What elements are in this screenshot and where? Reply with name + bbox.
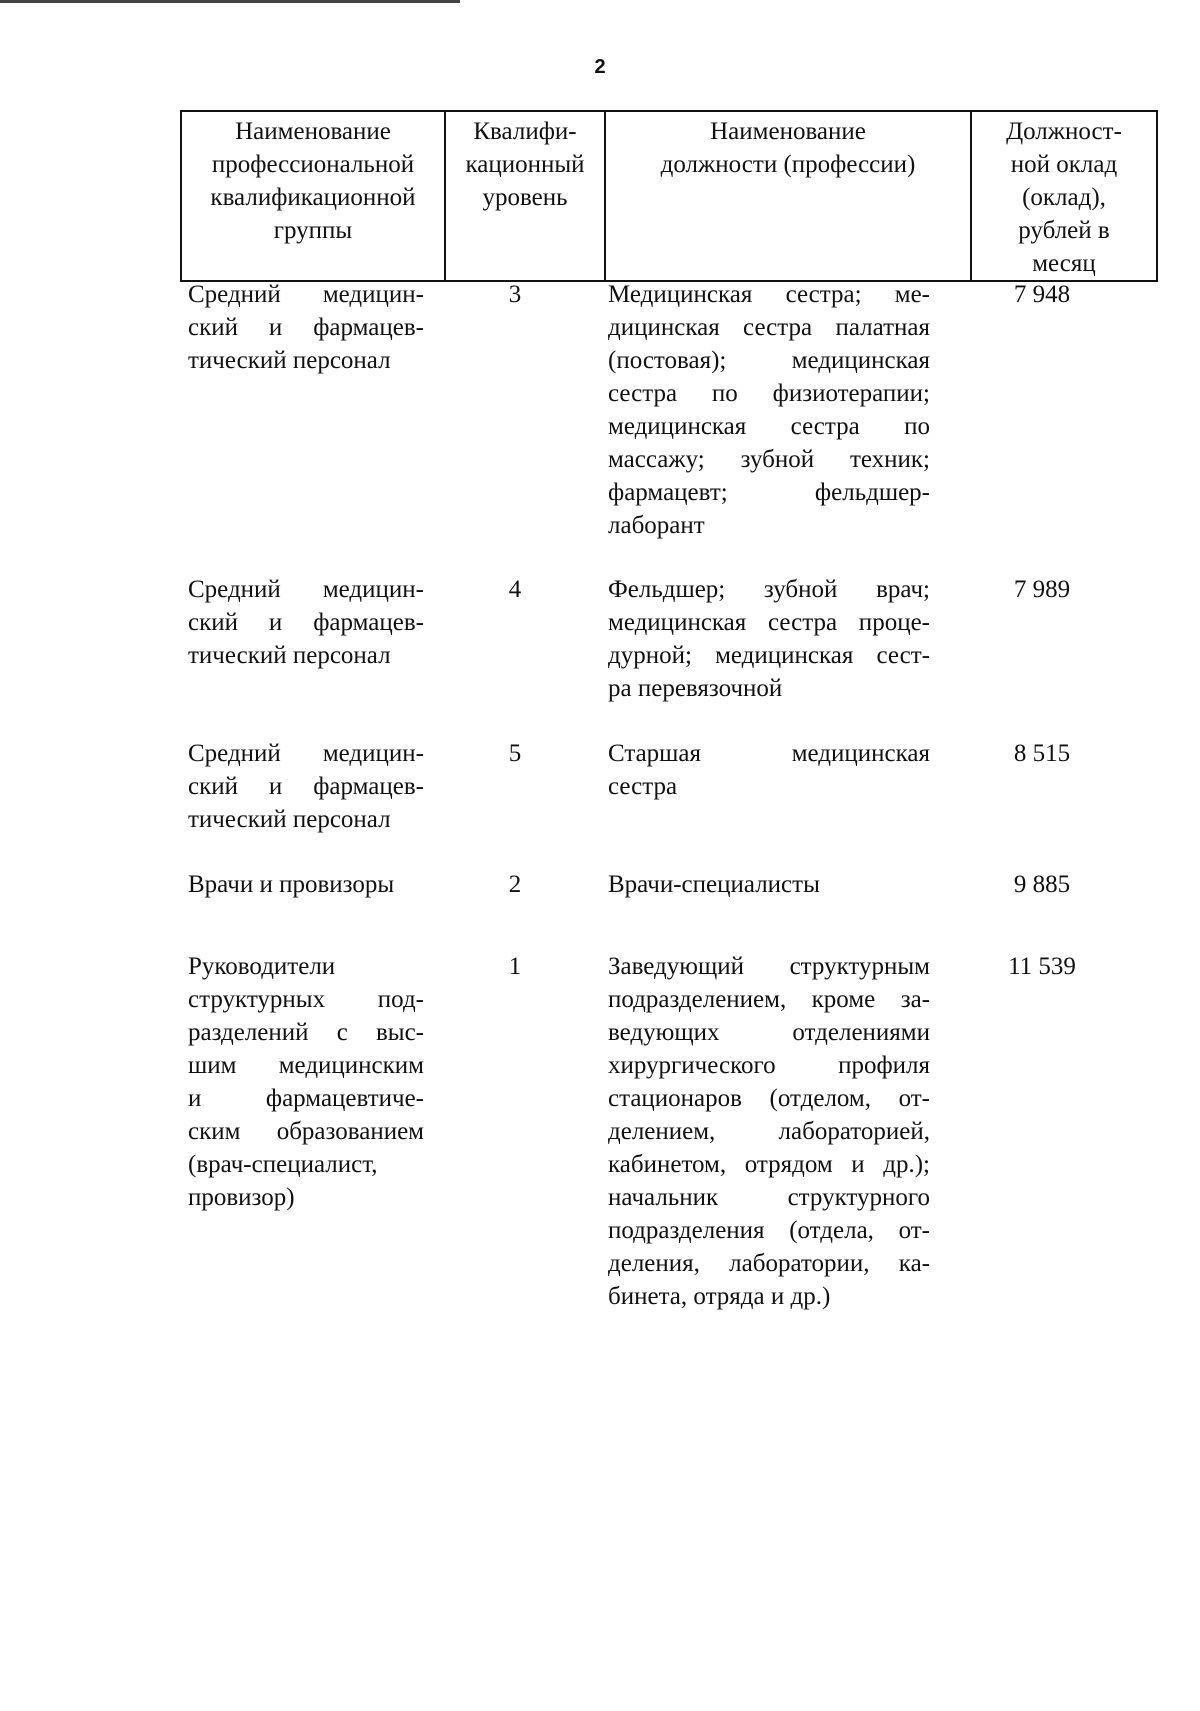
qualification-level-cell: 3 xyxy=(508,281,522,308)
header-text-line: Должност- xyxy=(1006,118,1122,145)
salary-cell: 9 885 xyxy=(1013,871,1071,898)
text-line: Фельдшер; зубной врач; xyxy=(608,576,930,603)
text-line: разделений с выс- xyxy=(188,1019,424,1046)
text-line: ский и фармацев- xyxy=(188,314,424,341)
text-line: Средний медицин- xyxy=(188,576,424,603)
header-text-line: должности (профессии) xyxy=(660,151,916,178)
text-line: фармацевт; фельдшер- xyxy=(608,479,930,506)
group-name-cell xyxy=(188,868,424,901)
group-name-cell xyxy=(188,950,424,1214)
group-name-cell xyxy=(188,737,424,836)
group-name-cell xyxy=(188,573,424,672)
text-line: делением, лабораторией, xyxy=(608,1118,930,1145)
position-name-cell xyxy=(608,278,930,542)
header-text-line: ной оклад xyxy=(1010,151,1118,178)
header-salary xyxy=(971,111,1157,281)
header-text-line: кационный xyxy=(465,151,585,178)
text-line: деления, лаборатории, ка- xyxy=(608,1250,930,1277)
text-line: и фармацевтиче- xyxy=(188,1085,424,1112)
header-text-line: месяц xyxy=(1032,250,1096,277)
page-number: 2 xyxy=(594,56,606,78)
scan-edge-mark xyxy=(0,0,460,3)
text-line: медицинская сестра по xyxy=(608,413,930,440)
text-line: Старшая медицинская xyxy=(608,740,930,767)
text-line: (врач-специалист, xyxy=(188,1151,378,1178)
text-line: Врачи-специалисты xyxy=(608,871,820,898)
text-line: структурных под- xyxy=(188,986,424,1013)
text-line: подразделения (отдела, от- xyxy=(608,1217,930,1244)
salary-cell: 11 539 xyxy=(1008,953,1076,980)
text-line: кабинетом, отрядом и др.); xyxy=(608,1151,930,1178)
text-line: Медицинская сестра; ме- xyxy=(608,281,930,308)
qualification-level-cell: 4 xyxy=(508,576,522,603)
position-name-cell xyxy=(608,573,930,705)
position-name-cell xyxy=(608,737,930,803)
header-text-line: профессиональной xyxy=(211,151,415,178)
text-line: тический персонал xyxy=(188,642,391,669)
header-position-name xyxy=(605,111,971,281)
salary-cell: 7 989 xyxy=(1013,576,1071,603)
text-line: начальник структурного xyxy=(608,1184,930,1211)
text-line: медицинская сестра проце- xyxy=(608,609,930,636)
text-line: тический персонал xyxy=(188,347,391,374)
position-name-cell xyxy=(608,868,930,901)
text-line: Врачи и провизоры xyxy=(188,871,395,898)
text-line: ский и фармацев- xyxy=(188,773,424,800)
table-header-row xyxy=(181,111,1157,281)
text-line: ским образованием xyxy=(188,1118,424,1145)
header-text-line: Квалифи- xyxy=(473,118,577,145)
text-line: сестра xyxy=(608,773,678,800)
text-line: дицинская сестра палатная xyxy=(608,314,930,341)
text-line: хирургического профиля xyxy=(608,1052,930,1079)
text-line: подразделением, кроме за- xyxy=(608,986,930,1013)
header-text-line: квалификационной xyxy=(210,184,416,211)
text-line: Средний медицин- xyxy=(188,740,424,767)
header-group-name xyxy=(181,111,445,281)
salary-cell: 8 515 xyxy=(1013,740,1071,767)
qualification-level-cell: 5 xyxy=(508,740,522,767)
text-line: тический персонал xyxy=(188,806,391,833)
text-line: ский и фармацев- xyxy=(188,609,424,636)
header-text-line: рублей в xyxy=(1018,217,1110,244)
salary-cell: 7 948 xyxy=(1013,281,1071,308)
qualification-level-cell: 1 xyxy=(508,953,522,980)
text-line: провизор) xyxy=(188,1184,295,1211)
text-line: ра перевязочной xyxy=(608,675,783,702)
header-text-line: Наименование xyxy=(235,118,391,145)
header-text-line: уровень xyxy=(482,184,568,211)
qualification-level-cell: 2 xyxy=(508,871,522,898)
group-name-cell xyxy=(188,278,424,377)
text-line: стационаров (отделом, от- xyxy=(608,1085,930,1112)
text-line: массажу; зубной техник; xyxy=(608,446,930,473)
header-text-line: (оклад), xyxy=(1022,184,1106,211)
header-qualification-level xyxy=(445,111,605,281)
text-line: Средний медицин- xyxy=(188,281,424,308)
text-line: дурной; медицинская сест- xyxy=(608,642,930,669)
text-line: Руководители xyxy=(188,953,336,980)
text-line: Заведующий структурным xyxy=(608,953,930,980)
text-line: шим медицинским xyxy=(188,1052,424,1079)
text-line: лаборант xyxy=(608,512,705,539)
text-line: сестра по физиотерапии; xyxy=(608,380,930,407)
text-line: бинета, отряда и др.) xyxy=(608,1283,831,1310)
header-text-line: группы xyxy=(273,217,353,244)
table-header xyxy=(180,110,1158,282)
position-name-cell xyxy=(608,950,930,1313)
header-text-line: Наименование xyxy=(710,118,866,145)
text-line: (постовая); медицинская xyxy=(608,347,930,374)
text-line: ведующих отделениями xyxy=(608,1019,930,1046)
